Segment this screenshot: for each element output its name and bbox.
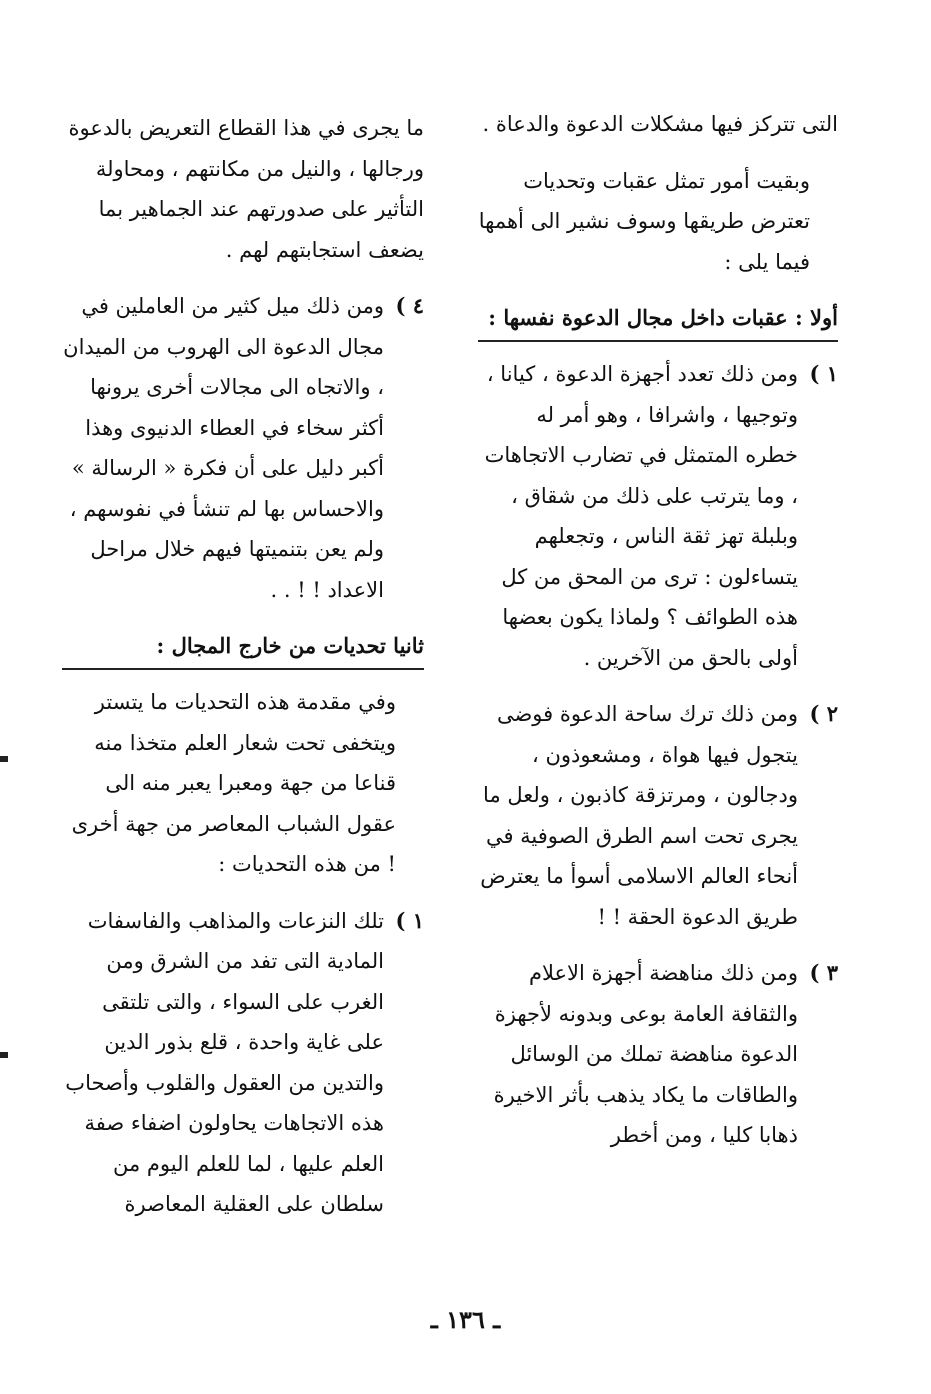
intro-paragraph-2: وبقيت أمور تمثل عقبات وتحديات تعترض طريقها وسوف نشير الى أهمها فيما يلى : (478, 168, 810, 274)
obstacle-item-1 (478, 354, 838, 678)
section-heading-first: أولا : عقبات داخل مجال الدعوة نفسها : (478, 298, 838, 342)
challenge-item-1 (62, 901, 424, 1225)
left-column (62, 108, 424, 1241)
challenges-intro-paragraph: وفي مقدمة هذه التحديات ما يتستر ويتخفى تحت شعار العلم متخذا منه قناعا من جهة ومعبرا يعبر منه الى عقول الشباب المعاصر من جهة أخرى ! من هذه التحديات : (71, 690, 396, 876)
intro-paragraph-1: التى تتركز فيها مشكلات الدعوة والدعاة . (482, 112, 838, 136)
item-text: ومن ذلك مناهضة أجهزة الاعلام والثقافة العامة بوعى وبدونه لأجهزة الدعوة مناهضة تملك من الوسائل والطاقات ما يكاد يذهب بأثر الاخيرة ذهابا كليا ، ومن أخطر (493, 961, 798, 1147)
item-number: ١ ) (809, 361, 838, 386)
margin-mark (0, 1052, 8, 1058)
item-text: ومن ذلك ميل كثير من العاملين في مجال الدعوة الى الهروب من الميدان ، والاتجاه الى مجالات أخرى يرونها أكثر سخاء في العطاء الدنيوى وهذا أكبر دليل على أن فكرة « الرسالة » والاحساس بها لم تنشأ في نفوسهم ، ولم يعن بتنميتها فيهم خلال مراحل الاعداد ! ! . . (63, 294, 384, 602)
obstacle-item-3 (478, 953, 838, 1156)
right-column (478, 104, 838, 1172)
item-text: ومن ذلك ترك ساحة الدعوة فوضى يتجول فيها هواة ، ومشعوذون ، ودجالون ، ومرتزقة كاذبون ، ولعل ما يجرى تحت اسم الطرق الصوفية في أنحاء العالم الاسلامى أسوأ ما يعترض طريق الدعوة الحقة ! ! (480, 702, 798, 929)
page-number: ـ ١٣٦ ـ (430, 1305, 501, 1334)
item-number: ٢ ) (809, 701, 838, 726)
margin-mark (0, 756, 8, 762)
item-number: ١ ) (395, 907, 424, 933)
continuation-paragraph: ما يجرى في هذا القطاع التعريض بالدعوة ورجالها ، والنيل من مكانتهم ، ومحاولة التأثير على صدورتهم عند الجماهير بما يضعف استجابتهم لهم . (68, 116, 424, 262)
obstacle-item-2 (478, 694, 838, 937)
item-text: تلك النزعات والمذاهب والفاسفات المادية التى تفد من الشرق ومن الغرب على السواء ، والتى تلتقى على غاية واحدة ، قلع بذور الدين والتدين من العقول والقلوب وأصحاب هذه الاتجاهات يحاولون اضفاء صفة العلم عليها ، لما للعلم اليوم من سلطان على العقلية المعاصرة (65, 908, 384, 1216)
obstacle-item-4 (62, 286, 424, 610)
section-heading-second: ثانيا تحديات من خارج المجال : (62, 626, 424, 670)
item-text: ومن ذلك تعدد أجهزة الدعوة ، كيانا ، وتوجيها ، واشرافا ، وهو أمر له خطره المتمثل في تضارب الاتجاهات ، وما يترتب على ذلك من شقاق ، وبلبلة تهز ثقة الناس ، وتجعلهم يتساءلون : ترى من المحق من كل هذه الطوائف ؟ ولماذا يكون بعضها أولى بالحق من الآخرين . (484, 362, 798, 670)
item-number: ٤ ) (395, 293, 424, 318)
item-number: ٣ ) (809, 960, 838, 985)
